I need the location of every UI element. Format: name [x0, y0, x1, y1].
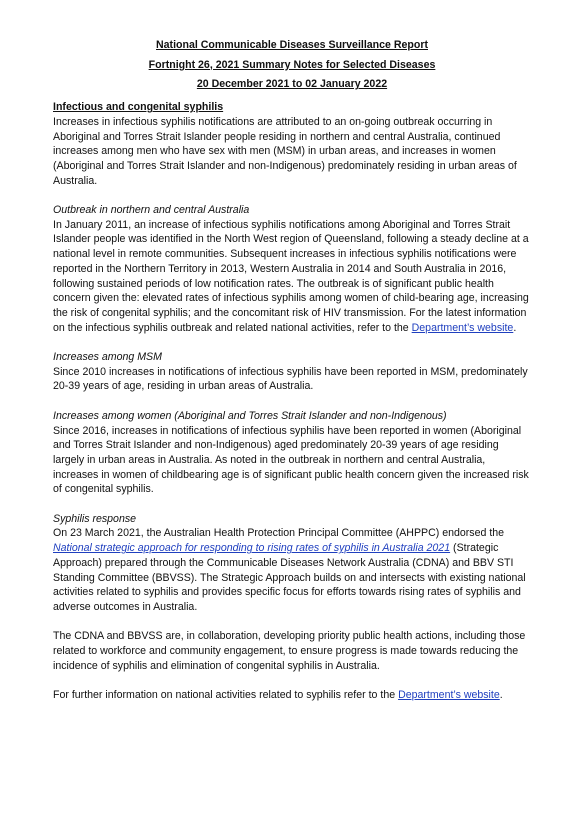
- report-title: National Communicable Diseases Surveillance Report: [156, 39, 428, 51]
- msm-title: Increases among MSM: [53, 351, 162, 364]
- outbreak-paragraph: [53, 218, 531, 336]
- departments-website-link-2[interactable]: Department’s website: [398, 689, 500, 702]
- departments-website-link[interactable]: Department’s website: [411, 321, 514, 334]
- response-title: Syphilis response: [53, 512, 137, 525]
- section-response: [53, 512, 531, 615]
- response-para3-text: For further information on national activities related to syphilis refer to the: [53, 689, 399, 702]
- response-paragraph: [53, 526, 531, 614]
- response-paragraph-2: The CDNA and BBVSS are, in collaboration, developing priority public health actions, including those related to workforce and community engagement, to ensure progress is made towards reducing the incidence of syphilis and elimination of congenital syphilis in Australia.: [53, 630, 526, 672]
- msm-paragraph: Since 2010 increases in notifications of infectious syphilis have been reported in MSM, predominately 20-39 years of age, residing in urban areas of Australia.: [53, 365, 528, 393]
- report-subtitle: Fortnight 26, 2021 Summary Notes for Selected Diseases: [148, 58, 436, 71]
- section-title: Infectious and congenital syphilis: [53, 101, 224, 114]
- section-intro: Increases in infectious syphilis notifications are attributed to an on-going outbreak occurring in Aboriginal and Torres Strait Islander people residing in northern and central Australia, continued increases among men who have sex with men (MSM) in urban areas, and increases in women (Aboriginal and Torres Strait Islander and non-Indigenous) predominately residing in urban areas of Australia.: [53, 115, 517, 187]
- document-page: [53, 38, 531, 718]
- response-text-before: On 23 March 2021, the Australian Health Protection Principal Committee (AHPPC) endorsed the: [53, 527, 505, 540]
- national-strategic-approach-link[interactable]: National strategic approach for responding to rising rates of syphilis in Australia 2021: [53, 542, 451, 555]
- section-response-2: [53, 629, 531, 673]
- section-outbreak: [53, 203, 531, 335]
- response-text-after: (Strategic Approach) prepared through the Communicable Diseases Network Australia (CDNA) and BBV STI Standing Committee (BBVSS). The Strategic Approach builds on and intersects with existing national activities related to syphilis and provides specific focus for efforts towards rising rates of syphilis and adverse outcomes in Australia.: [53, 542, 526, 613]
- report-date-range: 20 December 2021 to 02 January 2022: [196, 78, 388, 91]
- section-women: [53, 409, 531, 497]
- section-response-3: [53, 688, 531, 703]
- outbreak-end: .: [513, 321, 517, 334]
- women-title: Increases among women (Aboriginal and Torres Strait Islander and non-Indigenous): [53, 409, 447, 422]
- response-para3-end: .: [499, 689, 503, 702]
- outbreak-title: Outbreak in northern and central Australia: [53, 204, 250, 217]
- section-syphilis: [53, 100, 531, 188]
- women-paragraph: Since 2016, increases in notifications of infectious syphilis have been reported in women (Aboriginal and Torres Strait Islander and non-Indigenous) aged predominately 20-39 years of age residing largely in urban areas in Australia. As noted in the outbreak in northern and central Australia, increases in women of childbearing age is of significant public health concern given the increased risk of congenital syphilis.: [53, 424, 529, 496]
- outbreak-text: In January 2011, an increase of infectious syphilis notifications among Aboriginal and Torres Strait Islander people was identified in the North West region of Queensland, following a steady decline at a national level in remote communities. Subsequent increases in infectious syphilis notifications were reported in the Northern Territory in 2013, Western Australia in 2014 and South Australia in 2016, following sustained periods of low notification rates. The outbreak is of significant public health concern given the: elevated rates of infectious syphilis among women of child-bearing age, increasing the risk of congenital syphilis; and the concomitant risk of HIV transmission. For the latest information on the infectious syphilis outbreak and related national activities, refer to the: [53, 218, 529, 334]
- section-msm: [53, 350, 531, 394]
- response-paragraph-3: [53, 688, 531, 703]
